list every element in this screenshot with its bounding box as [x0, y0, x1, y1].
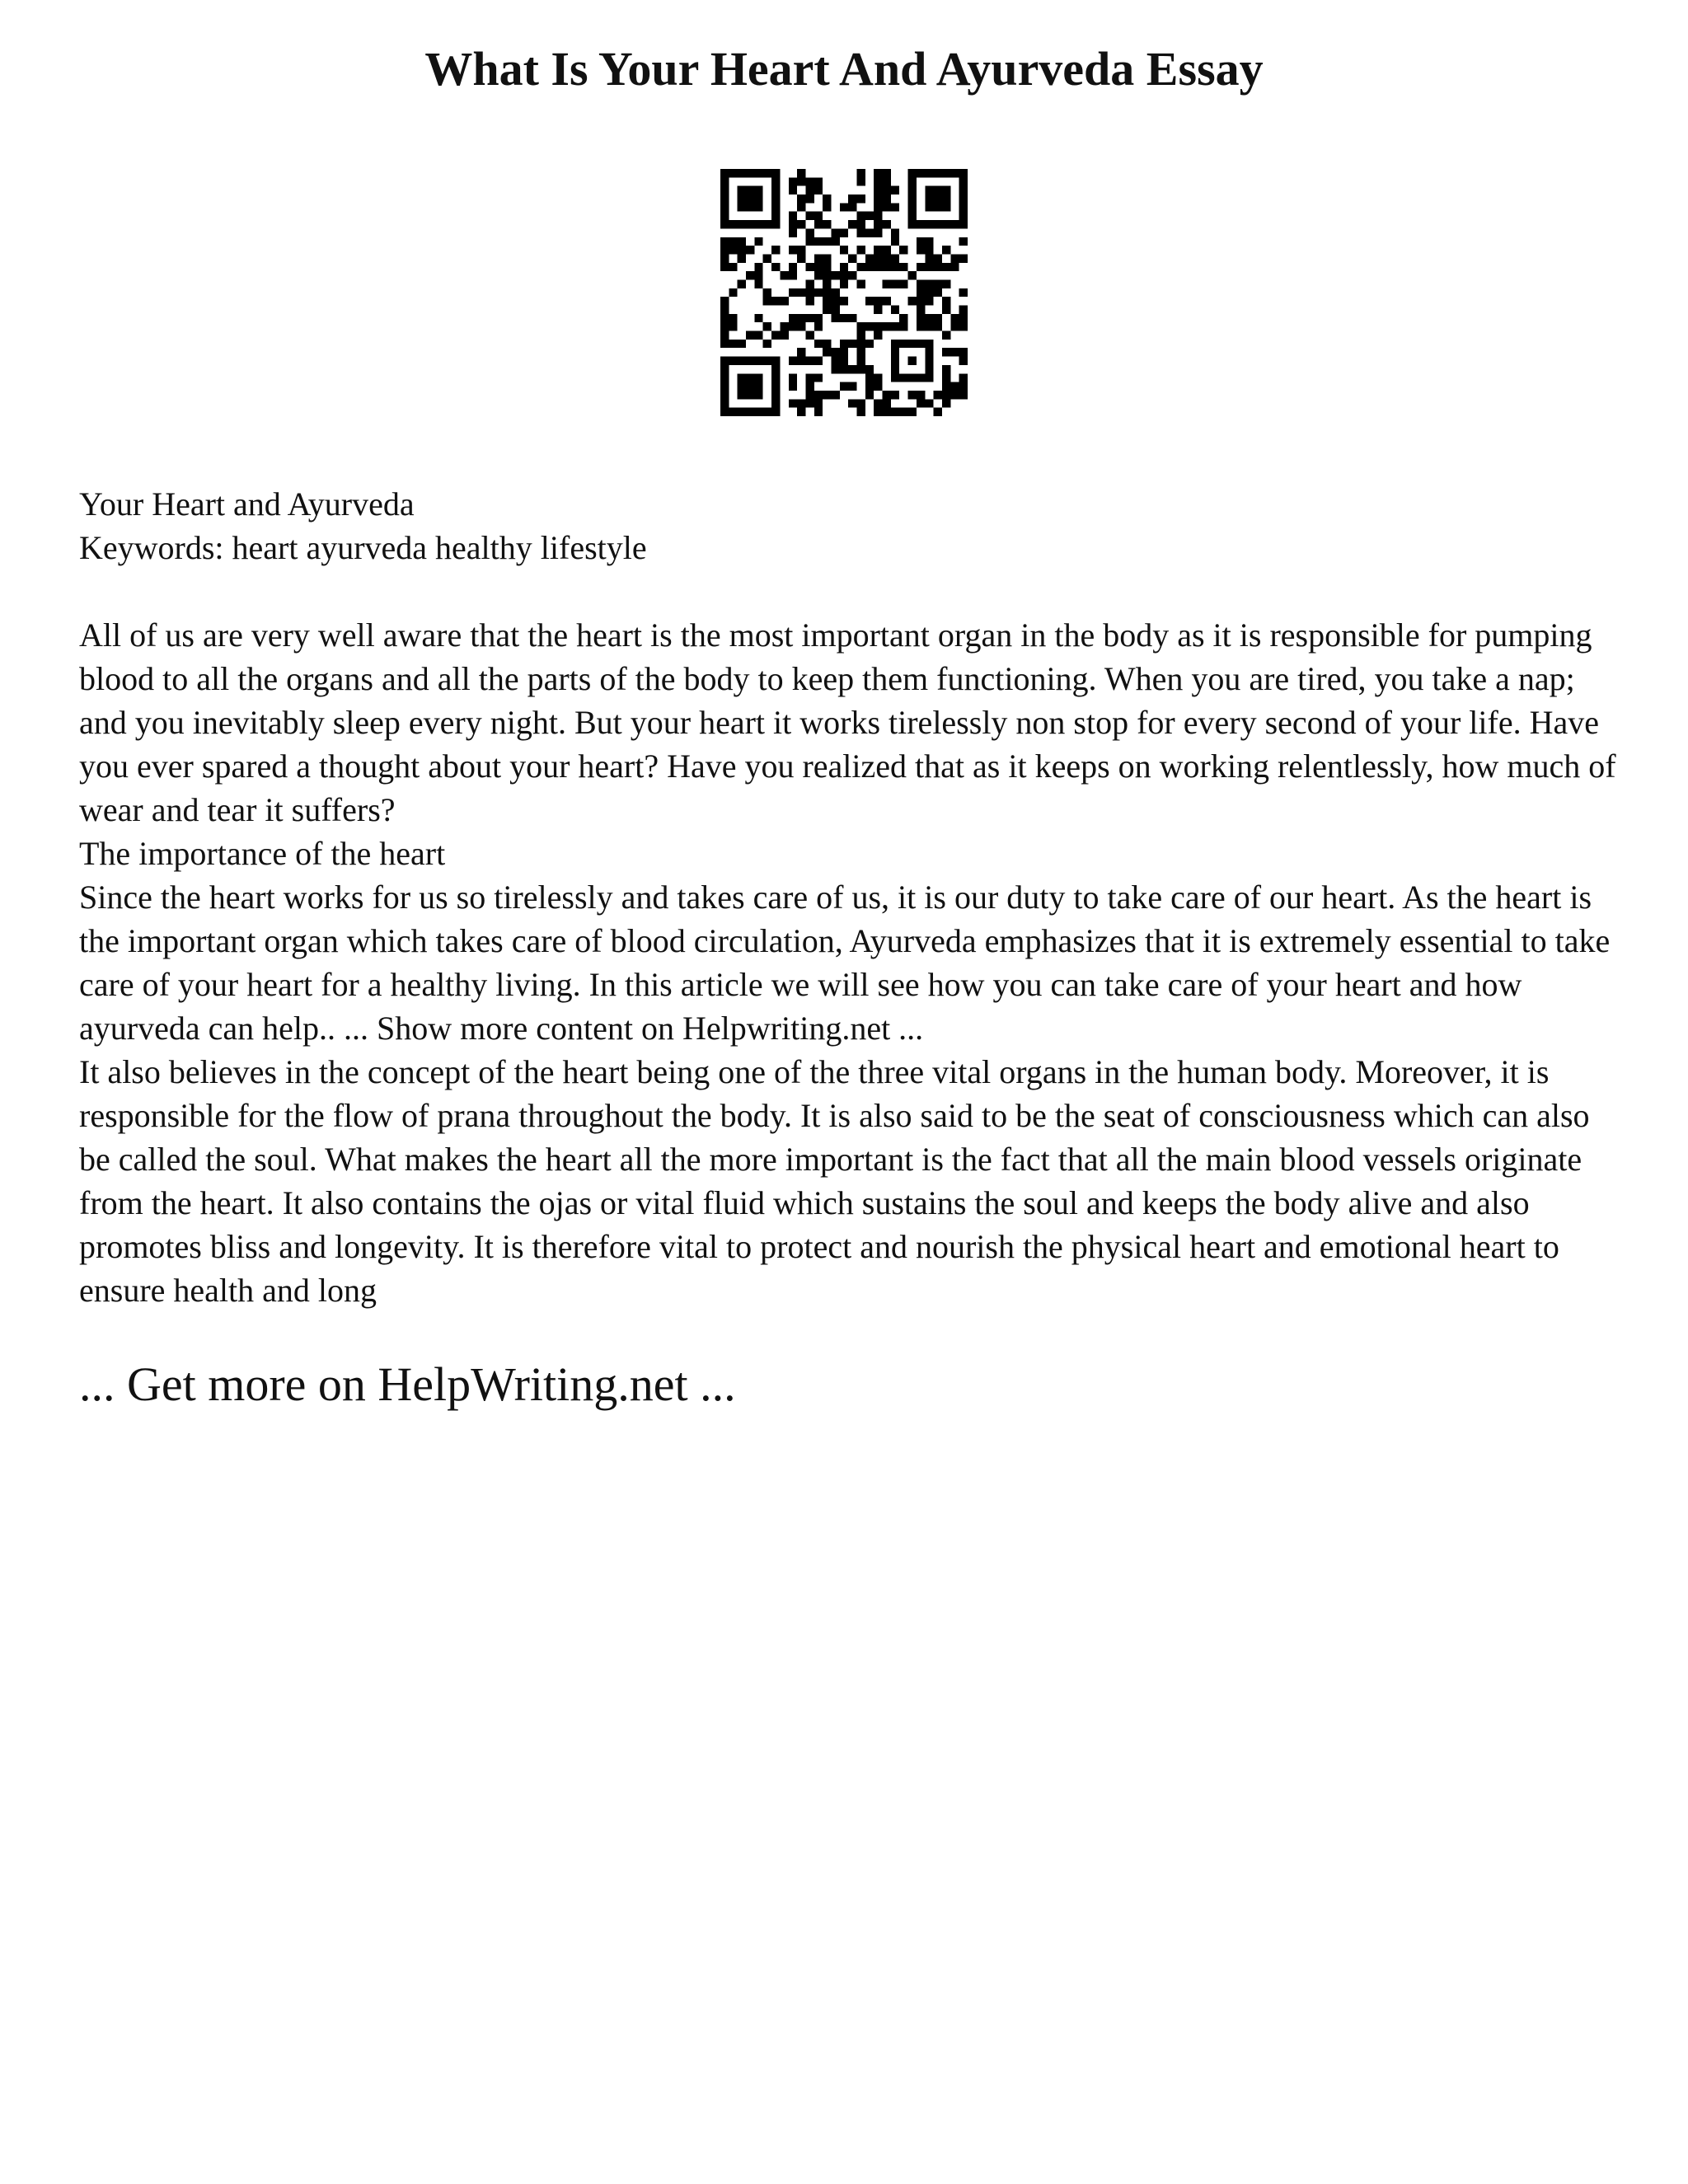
keywords-line: Keywords: heart ayurveda healthy lifestyle	[79, 529, 647, 566]
paragraph-3: It also believes in the concept of the heart being one of the three vital organs in the human body. Moreover, it is responsible for the flow of prana throughout the body. It is also said to be the seat of consciousness which can also be called the soul. What makes the heart all the more important is the fact that all the main blood vessels originate from the heart. It also contains the ojas or vital fluid which sustains the soul and keeps the body alive and also promotes bliss and longevity. It is therefore vital to protect and nourish the physical heart and emotional heart to ensure health and long	[79, 1053, 1590, 1309]
paragraph-1: All of us are very well aware that the heart is the most important organ in the body as it is responsible for pumping blood to all the organs and all the parts of the body to keep them functioning. When you are tired, you take a nap; and you inevitably sleep every night. But your heart it works tirelessly non stop for every second of your life. Have you ever spared a thought about your heart? Have you realized that as it keeps on working relentlessly, how much of wear and tear it suffers?	[79, 616, 1616, 828]
qr-code-icon	[720, 169, 968, 416]
subheading: The importance of the heart	[79, 835, 446, 872]
get-more-link[interactable]: ... Get more on HelpWriting.net ...	[79, 1357, 736, 1411]
document-body	[79, 482, 1629, 1312]
paragraph-2: Since the heart works for us so tirelessly and takes care of us, it is our duty to take care of our heart. As the heart is the important organ which takes care of blood circulation, Ayurveda emphasizes that it is extremely essential to take care of your heart for a healthy living. In this article we will see how you can take care of your heart and how ayurveda can help.. ... Show more content on Helpwriting.net ...	[79, 879, 1611, 1047]
intro-title: Your Heart and Ayurveda	[79, 485, 415, 523]
paragraph-gap	[79, 569, 1629, 613]
document-title: What Is Your Heart And Ayurveda Essay	[424, 42, 1264, 96]
